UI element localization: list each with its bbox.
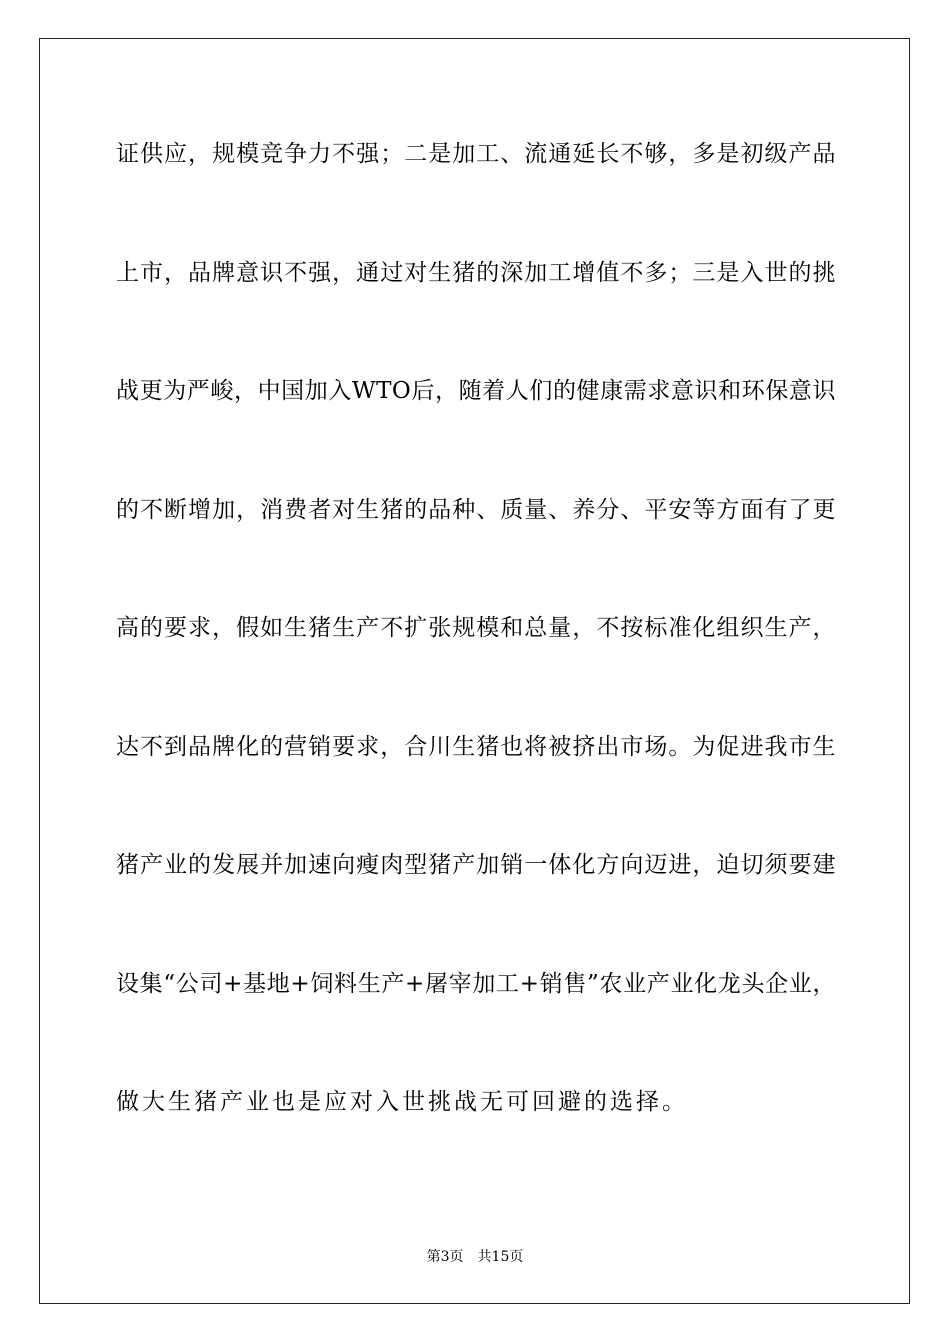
text-line-4: 的不断增加，消费者对生猪的品种、质量、养分、平安等方面有了更 <box>116 496 836 523</box>
page-footer <box>0 1247 950 1267</box>
text-line-5: 高的要求，假如生猪生产不扩张规模和总量，不按标准化组织生产， <box>116 615 836 641</box>
text-line-6: 达不到品牌化的营销要求，合川生猪也将被挤出市场。为促进我市生 <box>116 733 836 760</box>
body-text <box>116 120 836 1136</box>
text-line-9: 做大生猪产业也是应对入世挑战无可回避的选择。 <box>116 1089 688 1115</box>
text-line-7: 猪产业的发展并加速向瘦肉型猪产加销一体化方向迈进，迫切须要建 <box>116 852 836 878</box>
text-line-8: 设集“公司+基地+饲料生产+屠宰加工+销售”农业产业化龙头企业， <box>116 970 836 997</box>
page-number: 第3页 <box>426 1249 464 1265</box>
text-line-1: 证供应，规模竞争力不强；二是加工、流通延长不够，多是初级产品 <box>116 141 836 167</box>
text-line-2: 上市，品牌意识不强，通过对生猪的深加工增值不多；三是入世的挑 <box>116 259 836 286</box>
text-line-3: 战更为严峻，中国加入WTO后，随着人们的健康需求意识和环保意识 <box>116 378 836 404</box>
total-pages: 共15页 <box>477 1249 524 1265</box>
